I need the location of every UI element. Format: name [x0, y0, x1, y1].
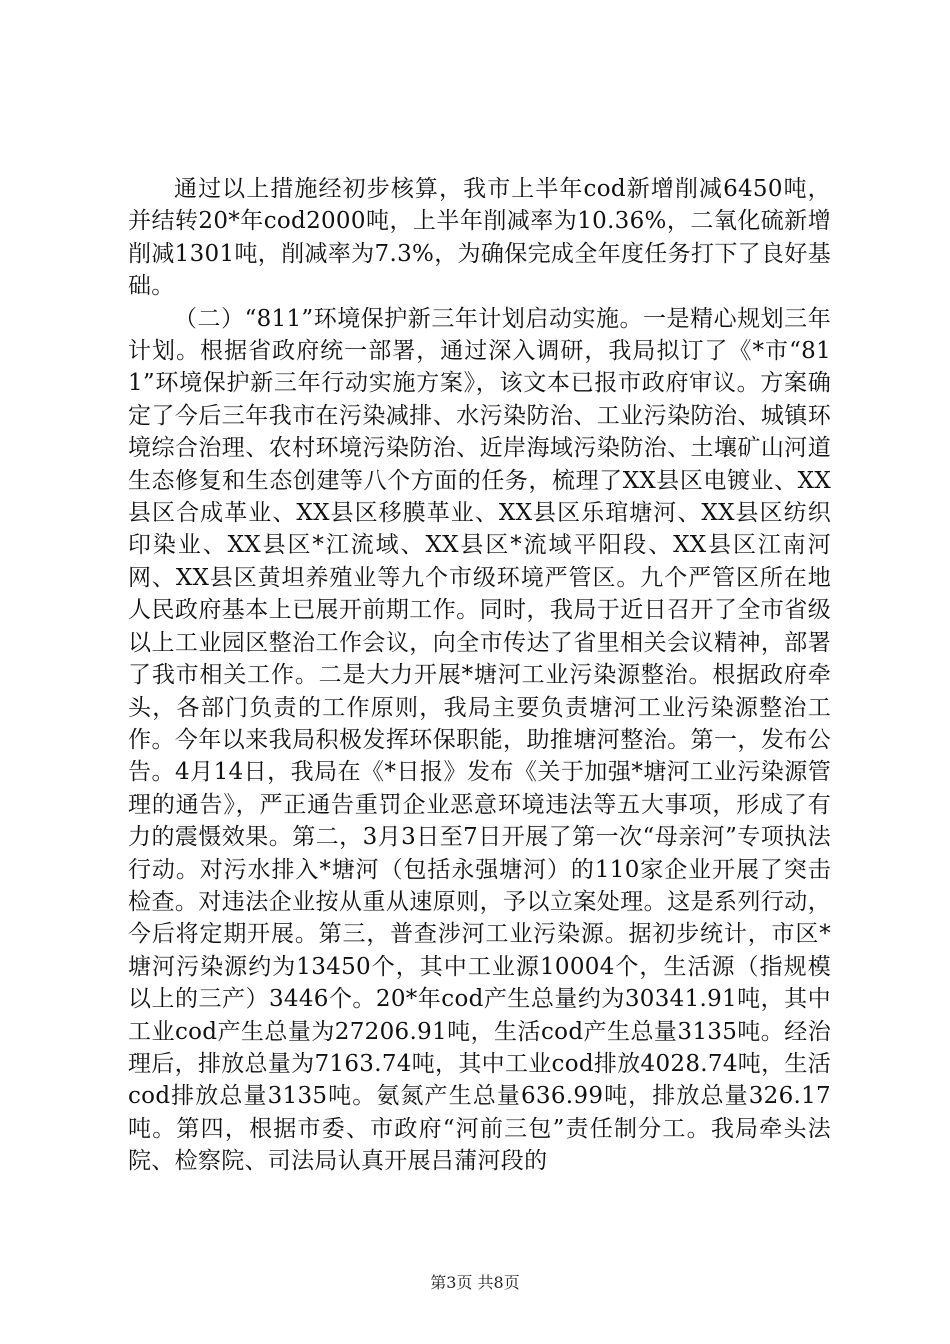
paragraph-emission-reduction: 通过以上措施经初步核算，我市上半年cod新增削减6450吨，并结转20*年cod2000吨，上半年削减率为10.36%，二氧化硫新增削减1301吨，削减率为7.3%，为确保完成全年度任务打下了良好基础。 [128, 176, 831, 300]
document-body [128, 173, 831, 1178]
paragraph-811-plan: （二）“811”环境保护新三年计划启动实施。一是精心规划三年计划。根据省政府统一部署，通过深入调研，我局拟订了《*市“811”环境保护新三年行动实施方案》，该文本已报市政府审议。方案确定了今后三年我市在污染减排、水污染防治、工业污染防治、城镇环境综合治理、农村环境污染防治、近岸海域污染防治、土壤矿山河道生态修复和生态创建等八个方面的任务，梳理了XX县区电镀业、XX县区合成革业、XX县区移膜革业、XX县区乐琯塘河、XX县区纺织印染业、XX县区*江流域、XX县区*流域平阳段、XX县区江南河网、XX县区黄坦养殖业等九个市级环境严管区。九个严管区所在地人民政府基本上已展开前期工作。同时，我局于近日召开了全市省级以上工业园区整治工作会议，向全市传达了省里相关会议精神，部署了我市相关工作。二是大力开展*塘河工业污染源整治。根据政府牵头，各部门负责的工作原则，我局主要负责塘河工业污染源整治工作。今年以来我局积极发挥环保职能，助推塘河整治。第一，发布公告。4月14日，我局在《*日报》发布《关于加强*塘河工业污染源管理的通告》，严正通告重罚企业恶意环境违法等五大事项，形成了有力的震慑效果。第二，3月3日至7日开展了第一次“母亲河”专项执法行动。对污水排入*塘河（包括永强塘河）的110家企业开展了突击检查。对违法企业按从重从速原则，予以立案处理。这是系列行动，今后将定期开展。第三，普查涉河工业污染源。据初步统计，市区*塘河污染源约为13450个，其中工业源10004个，生活源（指规模以上的三产）3446个。20*年cod产生总量约为30341.91吨，其中工业cod产生总量为27206.91吨，生活cod产生总量3135吨。经治理后，排放总量为7163.74吨，其中工业cod排放4028.74吨，生活cod排放总量3135吨。氨氮产生总量636.99吨，排放总量326.17吨。第四，根据市委、市政府“河前三包”责任制分工。我局牵头法院、检察院、司法局认真开展吕蒲河段的 [128, 305, 831, 1175]
page-number-footer: 第3页 共8页 [430, 1273, 520, 1292]
